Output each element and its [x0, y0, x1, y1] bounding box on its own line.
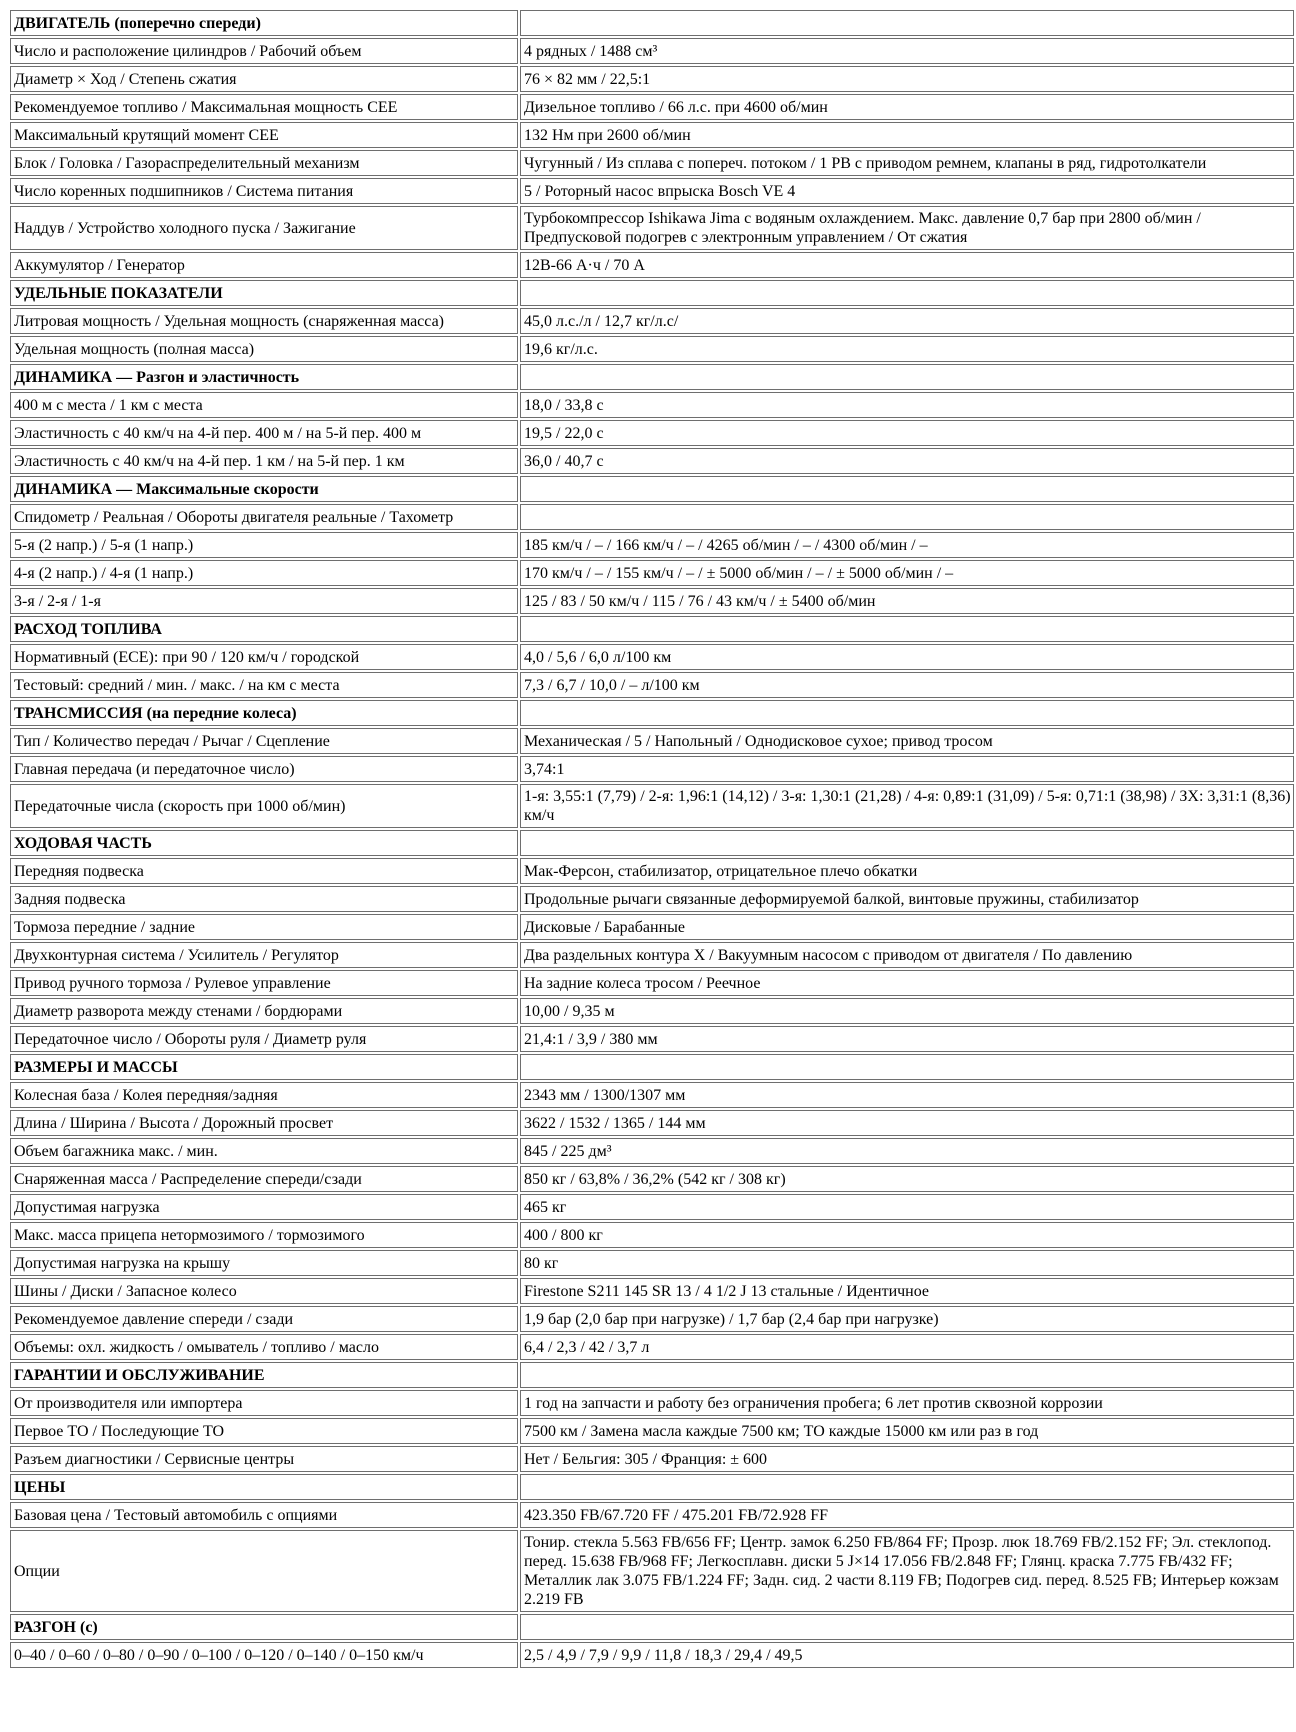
table-row [10, 504, 1294, 530]
section-title: УДЕЛЬНЫЕ ПОКАЗАТЕЛИ [10, 280, 518, 306]
row-label: Рекомендуемое давление спереди / сзади [10, 1306, 518, 1332]
row-label: Диаметр × Ход / Степень сжатия [10, 66, 518, 92]
table-row [10, 588, 1294, 614]
section-title: ДИНАМИКА — Разгон и эластичность [10, 364, 518, 390]
row-value: Мак-Ферсон, стабилизатор, отрицательное плечо обкатки [520, 858, 1294, 884]
row-value: 850 кг / 63,8% / 36,2% (542 кг / 308 кг) [520, 1166, 1294, 1192]
section-header-row [10, 830, 1294, 856]
row-label: 3-я / 2-я / 1-я [10, 588, 518, 614]
row-label: Передаточное число / Обороты руля / Диаметр руля [10, 1026, 518, 1052]
row-label: Тип / Количество передач / Рычаг / Сцепление [10, 728, 518, 754]
row-value: 36,0 / 40,7 с [520, 448, 1294, 474]
table-row [10, 532, 1294, 558]
row-value: 1 год на запчасти и работу без ограничения пробега; 6 лет против сквозной коррозии [520, 1390, 1294, 1416]
section-header-row [10, 1614, 1294, 1640]
table-row [10, 308, 1294, 334]
row-value: Чугунный / Из сплава с попереч. потоком / 1 РВ с приводом ремнем, клапаны в ряд, гидротолкатели [520, 150, 1294, 176]
row-label: Двухконтурная система / Усилитель / Регулятор [10, 942, 518, 968]
table-row [10, 1502, 1294, 1528]
table-row [10, 1026, 1294, 1052]
section-value-empty [520, 1474, 1294, 1500]
row-value: 18,0 / 33,8 с [520, 392, 1294, 418]
table-row [10, 392, 1294, 418]
table-row [10, 728, 1294, 754]
row-value: 12В-66 А·ч / 70 А [520, 252, 1294, 278]
section-title: ГАРАНТИИ И ОБСЛУЖИВАНИЕ [10, 1362, 518, 1388]
section-header-row [10, 700, 1294, 726]
row-value [520, 504, 1294, 530]
table-row [10, 1138, 1294, 1164]
table-row [10, 784, 1294, 828]
row-value: 845 / 225 дм³ [520, 1138, 1294, 1164]
row-label: Блок / Головка / Газораспределительный механизм [10, 150, 518, 176]
table-row [10, 756, 1294, 782]
table-row [10, 1418, 1294, 1444]
row-label: Колесная база / Колея передняя/задняя [10, 1082, 518, 1108]
row-label: Спидометр / Реальная / Обороты двигателя реальные / Тахометр [10, 504, 518, 530]
row-label: Базовая цена / Тестовый автомобиль с опциями [10, 1502, 518, 1528]
row-label: Шины / Диски / Запасное колесо [10, 1278, 518, 1304]
section-header-row [10, 476, 1294, 502]
table-row [10, 672, 1294, 698]
row-value: На задние колеса тросом / Реечное [520, 970, 1294, 996]
row-label: Удельная мощность (полная масса) [10, 336, 518, 362]
table-row [10, 998, 1294, 1024]
row-label: Аккумулятор / Генератор [10, 252, 518, 278]
table-row [10, 1642, 1294, 1668]
table-row [10, 560, 1294, 586]
row-value: 3,74:1 [520, 756, 1294, 782]
row-label: Макс. масса прицепа нетормозимого / тормозимого [10, 1222, 518, 1248]
section-title: РАЗМЕРЫ И МАССЫ [10, 1054, 518, 1080]
section-title: ТРАНСМИССИЯ (на передние колеса) [10, 700, 518, 726]
row-value: 7,3 / 6,7 / 10,0 / – л/100 км [520, 672, 1294, 698]
table-row [10, 178, 1294, 204]
row-value: 10,00 / 9,35 м [520, 998, 1294, 1024]
section-title: РАЗГОН (с) [10, 1614, 518, 1640]
row-value: Firestone S211 145 SR 13 / 4 1/2 J 13 стальные / Идентичное [520, 1278, 1294, 1304]
table-row [10, 122, 1294, 148]
row-label: Снаряженная масса / Распределение спереди/сзади [10, 1166, 518, 1192]
table-row [10, 420, 1294, 446]
row-value: 80 кг [520, 1250, 1294, 1276]
table-row [10, 1166, 1294, 1192]
table-row [10, 206, 1294, 250]
section-header-row [10, 364, 1294, 390]
row-value: 185 км/ч / – / 166 км/ч / – / 4265 об/мин / – / 4300 об/мин / – [520, 532, 1294, 558]
row-value: 125 / 83 / 50 км/ч / 115 / 76 / 43 км/ч / ± 5400 об/мин [520, 588, 1294, 614]
row-value: 2343 мм / 1300/1307 мм [520, 1082, 1294, 1108]
table-row [10, 1250, 1294, 1276]
table-row [10, 1334, 1294, 1360]
row-label: Тестовый: средний / мин. / макс. / на км с места [10, 672, 518, 698]
section-header-row [10, 1054, 1294, 1080]
table-row [10, 252, 1294, 278]
table-row [10, 1530, 1294, 1612]
row-value: 21,4:1 / 3,9 / 380 мм [520, 1026, 1294, 1052]
row-value: 423.350 FB/67.720 FF / 475.201 FB/72.928 FF [520, 1502, 1294, 1528]
row-value: 4,0 / 5,6 / 6,0 л/100 км [520, 644, 1294, 670]
section-value-empty [520, 476, 1294, 502]
row-value: Нет / Бельгия: 305 / Франция: ± 600 [520, 1446, 1294, 1472]
row-label: От производителя или импортера [10, 1390, 518, 1416]
row-label: Объемы: охл. жидкость / омыватель / топливо / масло [10, 1334, 518, 1360]
section-header-row [10, 616, 1294, 642]
table-row [10, 1278, 1294, 1304]
row-label: Задняя подвеска [10, 886, 518, 912]
row-value: 7500 км / Замена масла каждые 7500 км; ТО каждые 15000 км или раз в год [520, 1418, 1294, 1444]
table-row [10, 1082, 1294, 1108]
section-value-empty [520, 1054, 1294, 1080]
section-value-empty [520, 364, 1294, 390]
table-row [10, 914, 1294, 940]
table-row [10, 858, 1294, 884]
row-label: Рекомендуемое топливо / Максимальная мощность CEE [10, 94, 518, 120]
table-row [10, 970, 1294, 996]
section-header-row [10, 1474, 1294, 1500]
row-value: Механическая / 5 / Напольный / Однодисковое сухое; привод тросом [520, 728, 1294, 754]
table-row [10, 336, 1294, 362]
row-value: Турбокомпрессор Ishikawa Jima с водяным охлаждением. Макс. давление 0,7 бар при 2800 об/мин / Предпусковой подогрев с электронным управлением / От сжатия [520, 206, 1294, 250]
table-row [10, 644, 1294, 670]
row-label: Число коренных подшипников / Система питания [10, 178, 518, 204]
row-label: Нормативный (ECE): при 90 / 120 км/ч / городской [10, 644, 518, 670]
row-value: 5 / Роторный насос впрыска Bosch VE 4 [520, 178, 1294, 204]
table-row [10, 448, 1294, 474]
table-row [10, 1194, 1294, 1220]
row-label: Опции [10, 1530, 518, 1612]
row-value: 4 рядных / 1488 см³ [520, 38, 1294, 64]
table-row [10, 1390, 1294, 1416]
row-label: Максимальный крутящий момент CEE [10, 122, 518, 148]
row-value: 465 кг [520, 1194, 1294, 1220]
row-label: Допустимая нагрузка [10, 1194, 518, 1220]
section-header-row [10, 10, 1294, 36]
spec-table [8, 8, 1296, 1670]
row-label: Разъем диагностики / Сервисные центры [10, 1446, 518, 1472]
section-title: ДВИГАТЕЛЬ (поперечно спереди) [10, 10, 518, 36]
row-value: 170 км/ч / – / 155 км/ч / – / ± 5000 об/мин / – / ± 5000 об/мин / – [520, 560, 1294, 586]
table-row [10, 942, 1294, 968]
row-label: 4-я (2 напр.) / 4-я (1 напр.) [10, 560, 518, 586]
row-value: Продольные рычаги связанные деформируемой балкой, винтовые пружины, стабилизатор [520, 886, 1294, 912]
row-label: Наддув / Устройство холодного пуска / Зажигание [10, 206, 518, 250]
row-label: 5-я (2 напр.) / 5-я (1 напр.) [10, 532, 518, 558]
table-row [10, 1306, 1294, 1332]
table-row [10, 886, 1294, 912]
row-value: 132 Нм при 2600 об/мин [520, 122, 1294, 148]
row-label: Число и расположение цилиндров / Рабочий объем [10, 38, 518, 64]
section-value-empty [520, 616, 1294, 642]
section-value-empty [520, 10, 1294, 36]
row-value: 19,6 кг/л.с. [520, 336, 1294, 362]
row-value: Тонир. стекла 5.563 FB/656 FF; Центр. замок 6.250 FB/864 FF; Прозр. люк 18.769 FB/2.152 FF; Эл. стеклопод. перед. 15.638 FB/968 FF; Легкосплавн. диски 5 J×14 17.056 FB/2.848 FF; Глянц. краска 7.775 FB/432 FF; Металлик лак 3.075 FB/1.224 FF; Задн. сид. 2 части 8.119 FB; Подогрев сид. перед. 8.525 FB; Интерьер кожзам 2.219 FB [520, 1530, 1294, 1612]
table-row [10, 1110, 1294, 1136]
section-header-row [10, 1362, 1294, 1388]
row-value: 76 × 82 мм / 22,5:1 [520, 66, 1294, 92]
row-label: 400 м с места / 1 км с места [10, 392, 518, 418]
row-value: 3622 / 1532 / 1365 / 144 мм [520, 1110, 1294, 1136]
section-title: ХОДОВАЯ ЧАСТЬ [10, 830, 518, 856]
row-label: Привод ручного тормоза / Рулевое управление [10, 970, 518, 996]
section-value-empty [520, 700, 1294, 726]
section-value-empty [520, 1362, 1294, 1388]
row-value: Два раздельных контура X / Вакуумным насосом с приводом от двигателя / По давлению [520, 942, 1294, 968]
row-label: Эластичность с 40 км/ч на 4-й пер. 1 км / на 5-й пер. 1 км [10, 448, 518, 474]
row-label: Тормоза передние / задние [10, 914, 518, 940]
row-value: 19,5 / 22,0 с [520, 420, 1294, 446]
row-label: Объем багажника макс. / мин. [10, 1138, 518, 1164]
row-value: 1,9 бар (2,0 бар при нагрузке) / 1,7 бар (2,4 бар при нагрузке) [520, 1306, 1294, 1332]
row-label: Допустимая нагрузка на крышу [10, 1250, 518, 1276]
section-title: ЦЕНЫ [10, 1474, 518, 1500]
section-title: ДИНАМИКА — Максимальные скорости [10, 476, 518, 502]
row-value: 400 / 800 кг [520, 1222, 1294, 1248]
row-label: Длина / Ширина / Высота / Дорожный просвет [10, 1110, 518, 1136]
row-label: Диаметр разворота между стенами / бордюрами [10, 998, 518, 1024]
section-value-empty [520, 830, 1294, 856]
section-header-row [10, 280, 1294, 306]
section-value-empty [520, 1614, 1294, 1640]
row-value: 2,5 / 4,9 / 7,9 / 9,9 / 11,8 / 18,3 / 29,4 / 49,5 [520, 1642, 1294, 1668]
table-row [10, 1446, 1294, 1472]
row-label: Передаточные числа (скорость при 1000 об/мин) [10, 784, 518, 828]
row-label: Первое ТО / Последующие ТО [10, 1418, 518, 1444]
row-value: Дисковые / Барабанные [520, 914, 1294, 940]
row-value: 6,4 / 2,3 / 42 / 3,7 л [520, 1334, 1294, 1360]
row-label: Главная передача (и передаточное число) [10, 756, 518, 782]
row-value: Дизельное топливо / 66 л.с. при 4600 об/мин [520, 94, 1294, 120]
row-value: 45,0 л.с./л / 12,7 кг/л.с/ [520, 308, 1294, 334]
section-value-empty [520, 280, 1294, 306]
row-label: Литровая мощность / Удельная мощность (снаряженная масса) [10, 308, 518, 334]
table-row [10, 66, 1294, 92]
table-row [10, 94, 1294, 120]
row-label: Передняя подвеска [10, 858, 518, 884]
row-label: 0–40 / 0–60 / 0–80 / 0–90 / 0–100 / 0–120 / 0–140 / 0–150 км/ч [10, 1642, 518, 1668]
table-row [10, 150, 1294, 176]
section-title: РАСХОД ТОПЛИВА [10, 616, 518, 642]
row-label: Эластичность с 40 км/ч на 4-й пер. 400 м / на 5-й пер. 400 м [10, 420, 518, 446]
table-row [10, 1222, 1294, 1248]
spec-table-body [10, 10, 1294, 1668]
row-value: 1-я: 3,55:1 (7,79) / 2-я: 1,96:1 (14,12) / 3-я: 1,30:1 (21,28) / 4-я: 0,89:1 (31,09) / 5-я: 0,71:1 (38,98) / ЗХ: 3,31:1 (8,36) км/ч [520, 784, 1294, 828]
table-row [10, 38, 1294, 64]
